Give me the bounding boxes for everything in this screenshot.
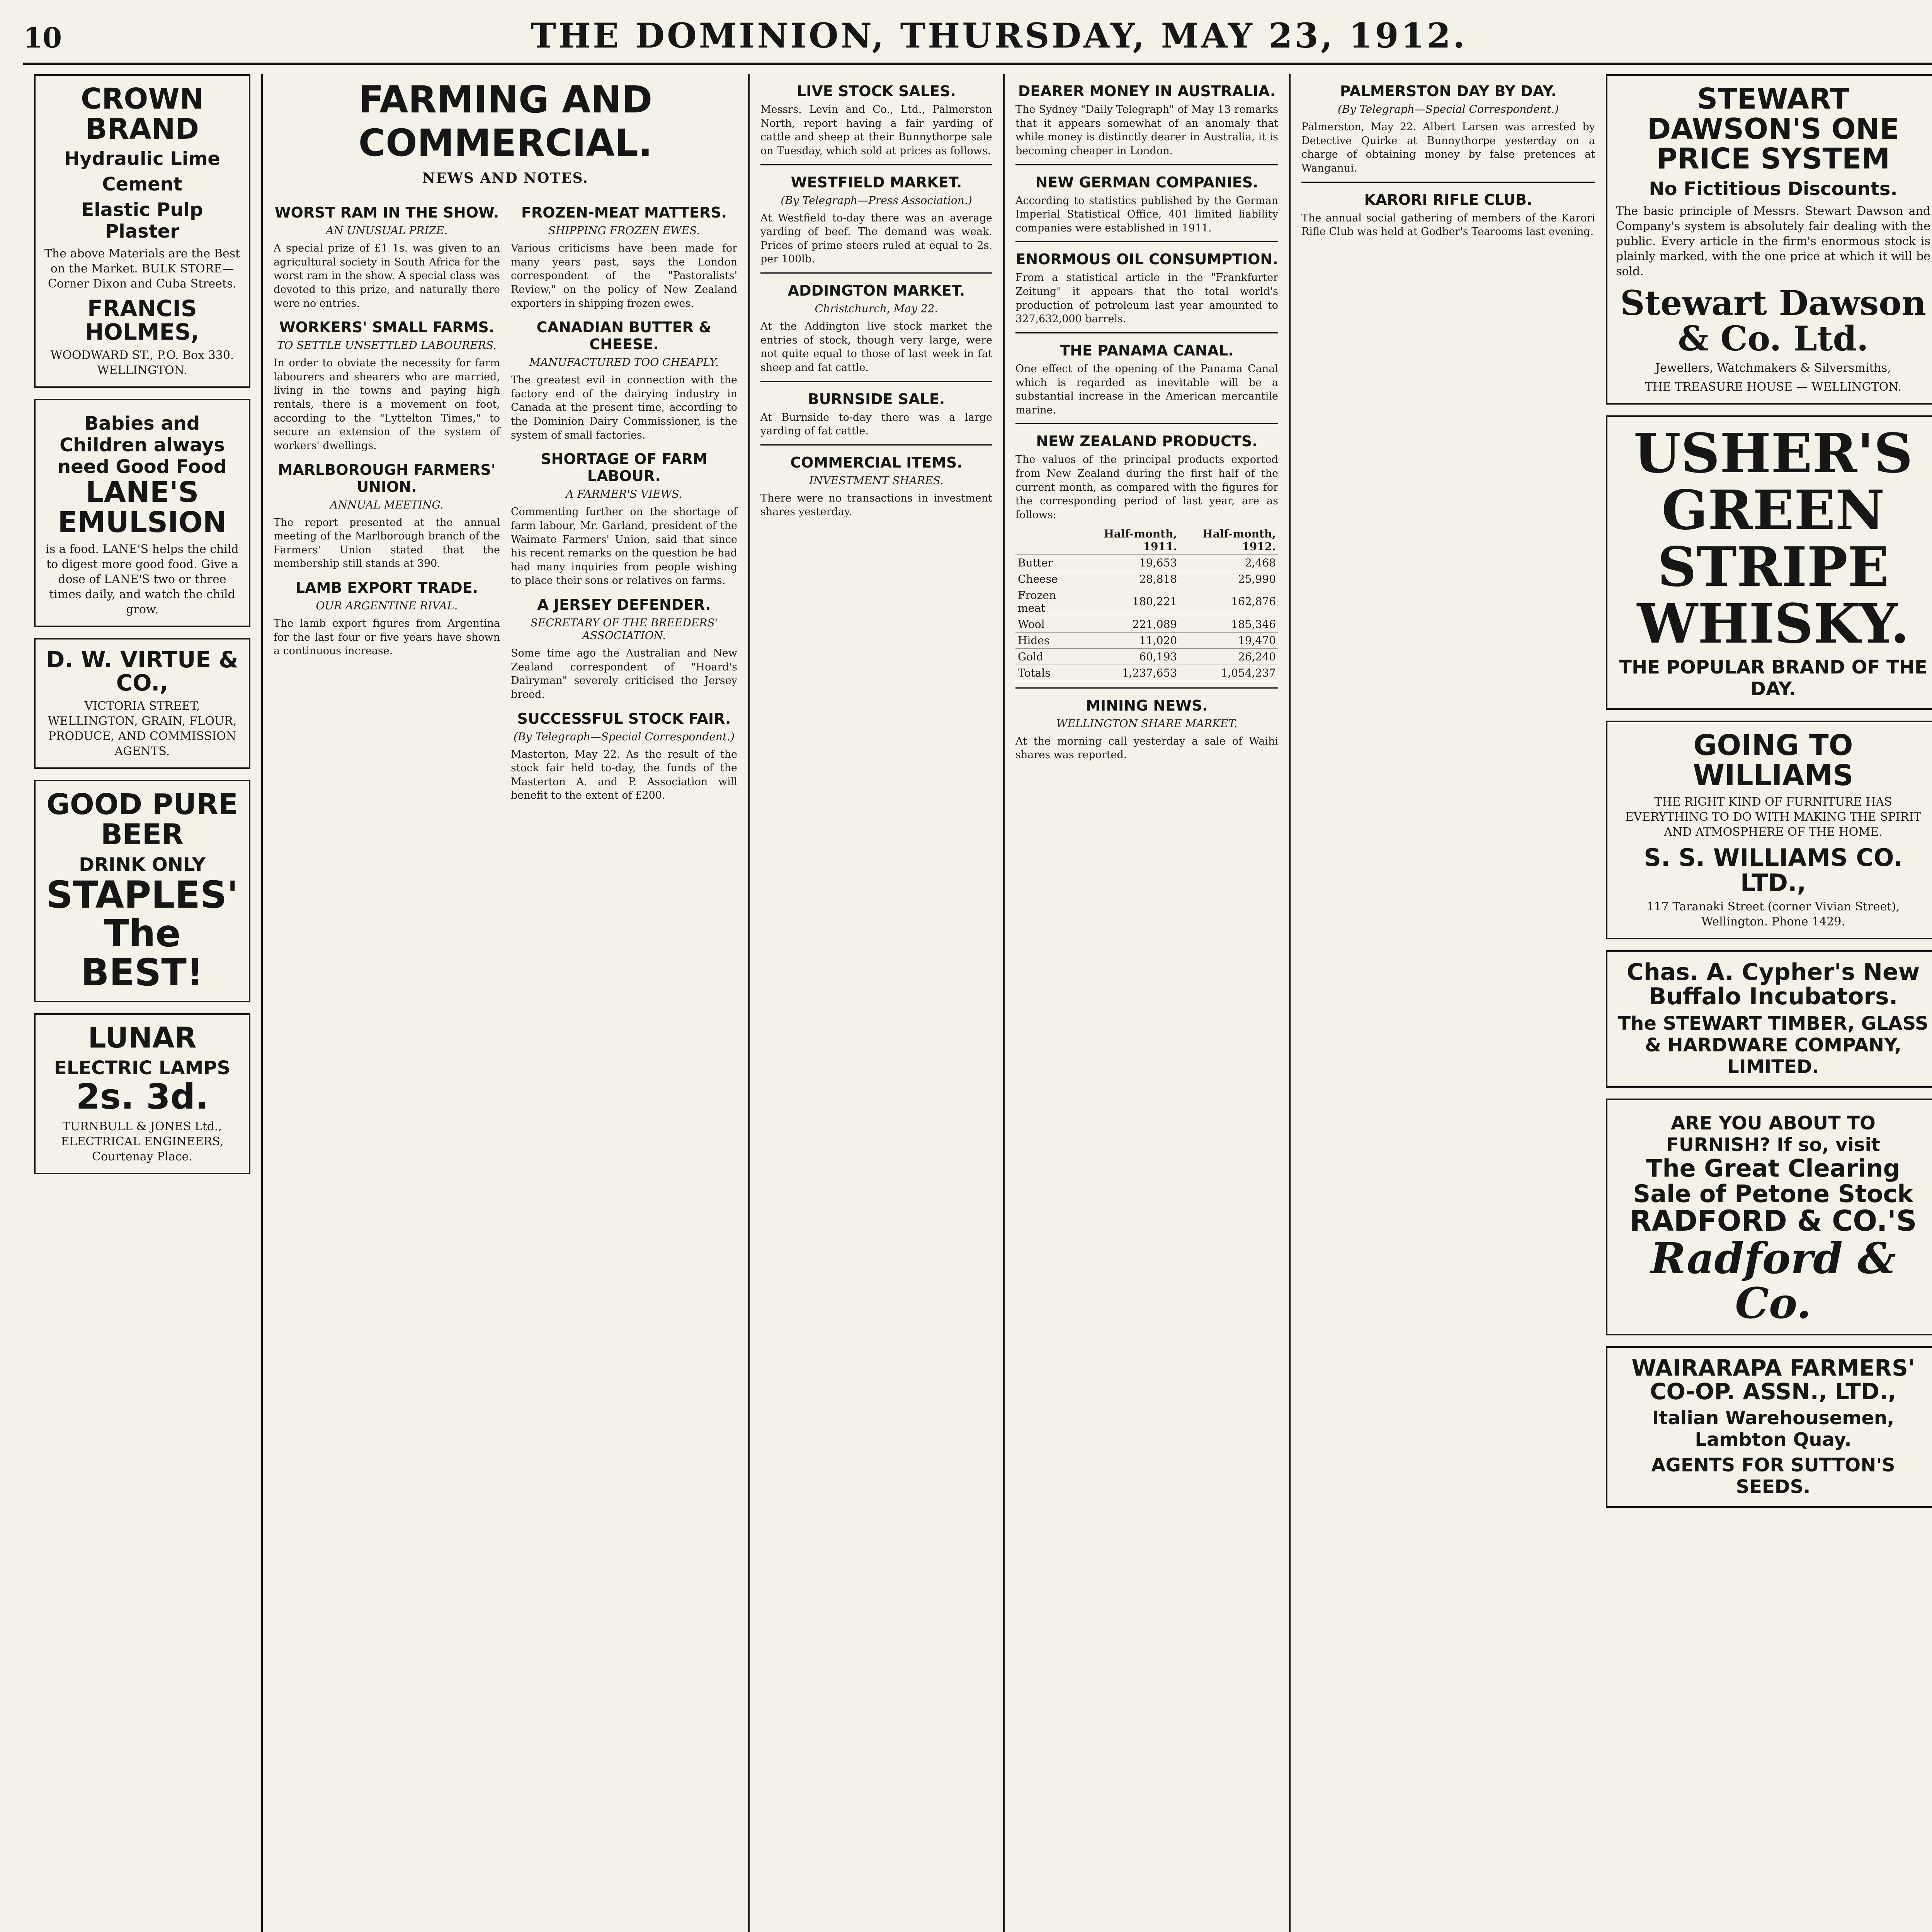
williams-title: GOING TO WILLIAMS: [1693, 728, 1854, 792]
article-body: The annual social gathering of members of the Karori Rifle Club was held at Godber's Tearooms last evening.: [1301, 212, 1595, 238]
radford-question: ARE YOU ABOUT TO FURNISH? If so, visit: [1666, 1112, 1880, 1156]
lunar-lamps-ad: [34, 1013, 250, 1174]
ushers-line-4: THE POPULAR BRAND OF THE DAY.: [1619, 656, 1927, 700]
article-headline: CANADIAN BUTTER & CHEESE.: [536, 319, 712, 353]
table-row: [1015, 665, 1278, 681]
table-header: Half-month, 1911.: [1080, 526, 1179, 555]
table-row: [1015, 587, 1278, 616]
table-cell: 26,240: [1179, 648, 1278, 665]
products-table: [1015, 526, 1278, 681]
divider: [1015, 423, 1278, 424]
divider: [1015, 687, 1278, 689]
article-subhead: (By Telegraph—Special Correspondent.): [1337, 103, 1559, 116]
table-cell: Frozen meat: [1015, 587, 1080, 616]
article-body: At Westfield to-day there was an average yarding of beef. The demand was weak. Prices of prime steers ruled at equal to 2s. per 100lb.: [760, 212, 992, 265]
radford-logo: Radford & Co.: [1650, 1233, 1896, 1328]
local-news-column: [1301, 74, 1595, 1519]
table-cell: 19,653: [1080, 554, 1179, 571]
wairarapa-sub: Italian Warehousemen, Lambton Quay.: [1652, 1407, 1895, 1451]
section-subtitle: NEWS AND NOTES.: [422, 170, 588, 186]
lanes-head: Babies and Children always need Good Food: [58, 413, 227, 478]
table-cell: 162,876: [1179, 587, 1278, 616]
article-headline: SHORTAGE OF FARM LABOUR.: [541, 451, 707, 485]
stewart-tag-1: Jewellers, Watchmakers & Silversmiths,: [1655, 361, 1891, 375]
article-body: Messrs. Levin and Co., Ltd., Palmerston North, report having a fair yarding of cattle and sheep at their Bunnythorpe sale on Tuesday, which sold at prices as follows.: [760, 104, 992, 157]
ads-column-left: [23, 74, 263, 1932]
article-headline: FROZEN-MEAT MATTERS.: [521, 204, 727, 221]
table-header-row: [1015, 526, 1278, 555]
crown-brand-ad: [34, 74, 250, 388]
article-body: At the morning call yesterday a sale of Waihi shares was reported.: [1015, 735, 1278, 761]
article-subhead: Christchurch, May 22.: [815, 302, 938, 315]
radford-sale: The Great Clearing Sale of Petone Stock: [1633, 1154, 1913, 1208]
divider: [1301, 182, 1595, 183]
williams-body: THE RIGHT KIND OF FURNITURE HAS EVERYTHING TO DO WITH MAKING THE SPIRIT AND ATMOSPHERE OF THE HOME.: [1625, 795, 1922, 839]
article-headline: WESTFIELD MARKET.: [791, 173, 962, 191]
page-columns: [23, 74, 1932, 1932]
table-header: Half-month, 1912.: [1179, 526, 1278, 555]
article-headline: DEARER MONEY IN AUSTRALIA.: [1018, 83, 1276, 100]
finance-column: [1005, 74, 1291, 1932]
article-headline: KARORI RIFLE CLUB.: [1364, 191, 1532, 208]
crown-brand-title: CROWN BRAND: [81, 82, 204, 146]
virtue-ad: [34, 638, 250, 769]
crown-text: The above Materials are the Best on the Market. BULK STORE—Corner Dixon and Cuba Streets.: [44, 247, 240, 291]
article-headline: BURNSIDE SALE.: [808, 390, 945, 408]
divider: [760, 272, 992, 274]
article-body: One effect of the opening of the Panama Canal which is regarded as inevitable will be a substantial increase in the American mercantile marine.: [1015, 362, 1278, 416]
article-headline: ENORMOUS OIL CONSUMPTION.: [1015, 251, 1278, 268]
crown-line-3: Elastic Pulp Plaster: [81, 199, 203, 243]
article-headline: NEW GERMAN COMPANIES.: [1035, 173, 1259, 191]
article-subhead: MANUFACTURED TOO CHEAPLY.: [529, 356, 719, 369]
divider: [760, 381, 992, 382]
article-body: There were no transactions in investment shares yesterday.: [760, 492, 992, 518]
article-headline: A JERSEY DEFENDER.: [537, 596, 711, 613]
article-headline: WORST RAM IN THE SHOW.: [274, 204, 499, 221]
article-headline: THE PANAMA CANAL.: [1060, 342, 1234, 359]
stewart-logo: Stewart Dawson & Co. Ltd.: [1620, 283, 1926, 359]
crown-address: WOODWARD ST., P.O. Box 330. WELLINGTON.: [50, 349, 234, 378]
beer-line-3: STAPLES': [46, 873, 238, 917]
crown-line-2: Cement: [102, 173, 182, 196]
table-cell: 1,237,653: [1080, 665, 1179, 681]
article-body: In order to obviate the necessity for farm labourers and shearers who are married, living in the towns and paying high rentals, there is a movement on foot, according to the "Lyttelton Times," to secure an extension of the system of workers' dwellings.: [274, 357, 500, 452]
article-subhead: TO SETTLE UNSETTLED LABOURERS.: [277, 339, 497, 352]
cypher-firm: The STEWART TIMBER, GLASS & HARDWARE COMPANY, LIMITED.: [1618, 1013, 1929, 1078]
virtue-title: D. W. VIRTUE & CO.,: [46, 646, 238, 696]
article-subhead: SHIPPING FROZEN EWES.: [548, 224, 700, 237]
ushers-line-2: GREEN STRIPE: [1657, 478, 1889, 599]
table-row: [1015, 632, 1278, 648]
beer-line-1: GOOD PURE BEER: [46, 788, 238, 851]
article-headline: NEW ZEALAND PRODUCTS.: [1036, 433, 1258, 450]
lanes-emulsion-ad: [34, 399, 250, 627]
divider: [760, 444, 992, 446]
article-body: The lamb export figures from Argentina for the last four or five years have shown a continuous increase.: [274, 617, 500, 657]
article-subhead: INVESTMENT SHARES.: [809, 474, 944, 487]
wairarapa-agents: AGENTS FOR SUTTON'S SEEDS.: [1651, 1454, 1895, 1498]
lunar-sub: ELECTRIC LAMPS: [54, 1057, 231, 1079]
article-headline: COMMERCIAL ITEMS.: [790, 454, 963, 471]
table-cell: 1,054,237: [1179, 665, 1278, 681]
table-row: [1015, 571, 1278, 587]
table-cell: 221,089: [1080, 616, 1179, 632]
article-headline: LAMB EXPORT TRADE.: [295, 579, 478, 596]
stewart-dawson-ad: [1606, 74, 1932, 405]
stewart-sub: No Fictitious Discounts.: [1649, 178, 1898, 200]
divider: [1015, 164, 1278, 165]
right-subcolumns: [1301, 74, 1932, 1519]
stewart-body: The basic principle of Messrs. Stewart Dawson and Company's system is absolutely fair dealing with the public. Every article in the firm's enormous stock is plainly marked, with the one price at which it will be sold.: [1616, 204, 1930, 279]
beer-line-4: The BEST!: [81, 912, 204, 995]
article-headline: ADDINGTON MARKET.: [787, 282, 965, 299]
article-body: At the Addington live stock market the entries of stock, though very large, were not quite equal to those of last week in fat sheep and fat cattle.: [760, 320, 992, 374]
article-subhead: SECRETARY OF THE BREEDERS' ASSOCIATION.: [530, 616, 718, 642]
table-cell: Cheese: [1015, 571, 1080, 587]
wairarapa-ad: [1606, 1346, 1932, 1508]
lunar-text: TURNBULL & JONES Ltd., ELECTRICAL ENGINEERS, Courtenay Place.: [61, 1120, 224, 1164]
article-subhead: OUR ARGENTINE RIVAL.: [316, 599, 458, 612]
table-cell: 60,193: [1080, 648, 1179, 665]
wairarapa-title: WAIRARAPA FARMERS' CO-OP. ASSN., LTD.,: [1631, 1355, 1915, 1405]
article-body: Some time ago the Australian and New Zealand correspondent of "Hoard's Dairyman" severely criticised the Jersey breed.: [511, 647, 737, 701]
article-body: Various criticisms have been made for many years past, says the London correspondent of the "Pastoralists' Review," on the policy of New Zealand exporters in shipping frozen ewes.: [511, 242, 737, 310]
livestock-column: [750, 74, 1005, 1932]
article-column-b: [511, 196, 737, 803]
table-cell: Totals: [1015, 665, 1080, 681]
article-subhead: A FARMER'S VIEWS.: [566, 488, 682, 501]
ads-column-right: [1606, 74, 1932, 1519]
ushers-whisky-ad: [1606, 415, 1932, 710]
article-subhead: (By Telegraph—Press Association.): [781, 194, 972, 207]
table-cell: 19,470: [1179, 632, 1278, 648]
article-body: The report presented at the annual meeting of the Marlborough branch of the Farmers' Union stated that the membership still stands at 390.: [274, 516, 500, 570]
lanes-text: is a food. LANE'S helps the child to digest more good food. Give a dose of LANE'S two or three times daily, and watch the child grow.: [46, 542, 239, 616]
radford-ad: [1606, 1099, 1932, 1335]
table-cell: Hides: [1015, 632, 1080, 648]
article-headline: SUCCESSFUL STOCK FAIR.: [517, 710, 731, 727]
table-cell: 185,346: [1179, 616, 1278, 632]
article-subhead: AN UNUSUAL PRIZE.: [326, 224, 448, 237]
page-number: 10: [23, 21, 62, 54]
table-row: [1015, 554, 1278, 571]
article-body: The Sydney "Daily Telegraph" of May 13 remarks that it appears somewhat of an anomaly that while money is distinctly dearer in Australia, it is becoming cheaper in London.: [1015, 104, 1278, 157]
crown-line-1: Hydraulic Lime: [64, 148, 220, 170]
cypher-title: Chas. A. Cypher's New Buffalo Incubators.: [1626, 959, 1920, 1010]
lanes-title: LANE'S EMULSION: [58, 476, 227, 539]
table-row: [1015, 648, 1278, 665]
williams-furniture-ad: [1606, 721, 1932, 940]
crown-name: FRANCIS HOLMES,: [85, 295, 199, 345]
williams-address: 117 Taranaki Street (corner Vivian Street), Wellington. Phone 1429.: [1646, 900, 1900, 929]
right-column: [1291, 74, 1932, 1932]
article-body: Palmerston, May 22. Albert Larsen was arrested by Detective Quirke at Bunnythorpe yesterday on a charge of obtaining money by false pretences at Wanganui.: [1301, 121, 1595, 174]
table-row: [1015, 616, 1278, 632]
cypher-incubators-ad: [1606, 950, 1932, 1088]
masthead-title: THE DOMINION, THURSDAY, MAY 23, 1912.: [531, 15, 1467, 56]
article-body: At Burnside to-day there was a large yarding of fat cattle.: [760, 411, 992, 437]
article-column-a: [274, 196, 500, 803]
farming-commercial-section: [263, 74, 750, 1932]
table-cell: 11,020: [1080, 632, 1179, 648]
table-cell: Butter: [1015, 554, 1080, 571]
ushers-line-3: WHISKY.: [1637, 592, 1910, 656]
virtue-text: VICTORIA STREET, WELLINGTON, GRAIN, FLOUR, PRODUCE, AND COMMISSION AGENTS.: [48, 699, 237, 759]
staples-beer-ad: [34, 780, 250, 1002]
article-headline: WORKERS' SMALL FARMS.: [279, 319, 495, 336]
williams-name: S. S. WILLIAMS CO. LTD.,: [1644, 844, 1903, 897]
lunar-price: 2s. 3d.: [76, 1076, 209, 1117]
article-headline: LIVE STOCK SALES.: [797, 83, 956, 100]
article-headline: MARLBOROUGH FARMERS' UNION.: [278, 461, 496, 495]
section-title: FARMING AND COMMERCIAL.: [358, 78, 653, 165]
article-body: A special prize of £1 1s. was given to an agricultural society in South Africa for the worst ram in the show. A special class was devoted to this prize, and naturally there were no entries.: [274, 242, 500, 310]
ushers-line-1: USHER'S: [1633, 422, 1913, 485]
table-cell: Gold: [1015, 648, 1080, 665]
divider: [760, 164, 992, 165]
article-body: Masterton, May 22. As the result of the stock fair held to-day, the funds of the Masterton A. and P. Association will benefit to the extent of £200.: [511, 748, 737, 802]
article-columns: [274, 196, 737, 803]
stewart-tag-2: THE TREASURE HOUSE — WELLINGTON.: [1645, 380, 1902, 394]
lunar-title: LUNAR: [88, 1021, 197, 1055]
divider: [1015, 332, 1278, 333]
article-subhead: (By Telegraph—Special Correspondent.): [513, 730, 735, 743]
article-body: From a statistical article in the "Frankfurter Zeitung" it appears that the total world's production of petroleum last year amounted to 327,632,000 barrels.: [1015, 272, 1278, 325]
article-body: According to statistics published by the German Imperial Statistical Office, 401 limited liability companies were established in 1911.: [1015, 194, 1278, 234]
stewart-title: STEWART DAWSON'S ONE PRICE SYSTEM: [1647, 82, 1900, 176]
table-header: [1015, 526, 1080, 555]
article-headline: PALMERSTON DAY BY DAY.: [1340, 83, 1557, 100]
table-cell: 25,990: [1179, 571, 1278, 587]
article-body: The greatest evil in connection with the factory end of the dairying industry in Canada at the present time, according to the Dominion Dairy Commissioner, is the system of small factories.: [511, 374, 737, 441]
masthead: [23, 15, 1932, 65]
table-cell: 180,221: [1080, 587, 1179, 616]
beer-line-2: DRINK ONLY: [79, 854, 206, 876]
table-cell: 28,818: [1080, 571, 1179, 587]
article-subhead: WELLINGTON SHARE MARKET.: [1056, 717, 1238, 730]
article-subhead: ANNUAL MEETING.: [330, 498, 444, 511]
divider: [1015, 241, 1278, 242]
article-body: The values of the principal products exported from New Zealand during the first half of the current month, as compared with the figures for the corresponding period of last year, are as follows:: [1015, 454, 1278, 521]
article-headline: MINING NEWS.: [1086, 697, 1208, 714]
article-body: Commenting further on the shortage of farm labour, Mr. Garland, president of the Waimate Farmers' Union, said that since his recent remarks on the question he had had many inquiries from people wishing to place their sons or relatives on farms.: [511, 506, 737, 587]
table-cell: Wool: [1015, 616, 1080, 632]
radford-name: RADFORD & CO.'S: [1629, 1204, 1917, 1238]
table-cell: 2,468: [1179, 554, 1278, 571]
